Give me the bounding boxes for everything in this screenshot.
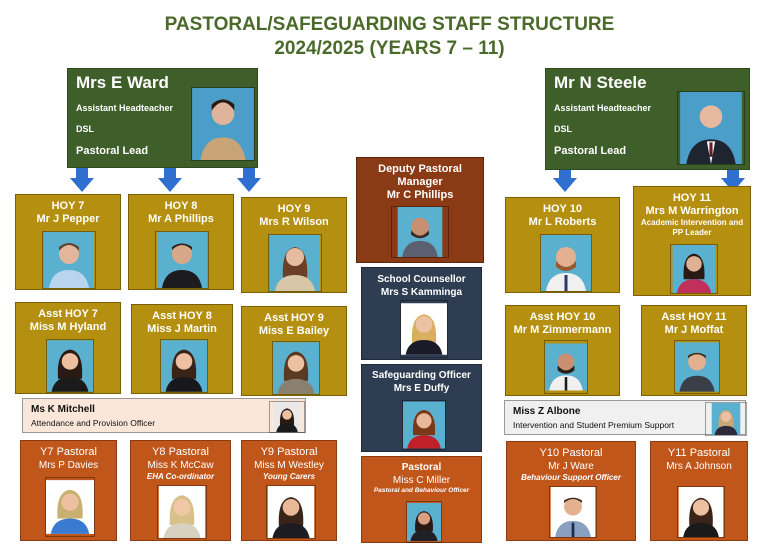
card-name: Mrs A Johnson [666, 461, 732, 472]
card-role: Intervention and Student Premium Support [513, 420, 675, 430]
counsellor-card [361, 267, 482, 360]
card-title: Y11 Pastoral [667, 447, 731, 459]
chart-title: PASTORAL/SAFEGUARDING STAFF STRUCTURE [164, 14, 615, 35]
card-role: Young Carers [262, 472, 316, 481]
lead-role: Assistant Headteacher [554, 103, 652, 113]
staff-photo [670, 244, 718, 294]
card-role: Attendance and Provision Officer [31, 418, 156, 428]
staff-photo [540, 234, 592, 292]
card-title: Y7 Pastoral [40, 446, 97, 458]
lead-role: Assistant Headteacher [76, 103, 174, 113]
card-name: Mr M Zimmermann [513, 324, 612, 336]
card-title: Asst HOY 10 [529, 311, 596, 323]
support-card-albone [504, 400, 746, 435]
staff-photo [272, 341, 320, 395]
asst-hoy-card-8 [131, 304, 233, 394]
card-name: Mr C Phillips [386, 189, 454, 201]
pastoral-card-7 [20, 440, 117, 541]
card-name: Miss M Westley [254, 460, 324, 471]
staff-photo [269, 401, 305, 433]
card-title: Y9 Pastoral [260, 446, 318, 458]
staff-photo [402, 400, 446, 450]
safeguarding-officer-card [361, 364, 482, 452]
card-title: Asst HOY 8 [152, 310, 212, 322]
card-role: EHA Co-ordinator [146, 472, 215, 481]
staff-photo [677, 91, 745, 165]
card-title: Safeguarding Officer [372, 370, 471, 381]
hoy-card-7 [15, 194, 121, 290]
card-title: HOY 11 [672, 192, 712, 204]
staff-photo [155, 231, 209, 289]
staff-photo [42, 231, 96, 289]
hoy-card-9 [241, 197, 347, 293]
hoy-card-8 [128, 194, 234, 290]
pastoral-card-10 [506, 441, 636, 541]
card-name: Mrs M Warrington [645, 205, 739, 217]
lead-card-steele [545, 68, 750, 170]
staff-photo [191, 87, 255, 161]
card-name: Miss C Miller [392, 475, 451, 486]
card-name: Miss J Martin [147, 323, 217, 335]
card-title: Asst HOY 7 [38, 308, 98, 320]
lead-role: DSL [554, 124, 572, 134]
card-title: HOY 7 [51, 200, 85, 212]
lead-name: Mrs E Ward [76, 73, 169, 92]
lead-role: Pastoral Lead [76, 145, 149, 157]
support-card-mitchell [22, 398, 306, 433]
deputy-pastoral-card [356, 157, 484, 263]
asst-hoy-card-7 [15, 302, 121, 394]
lead-name: Mr N Steele [554, 73, 647, 92]
asst-hoy-card-11 [641, 305, 747, 396]
card-name: Mr J Pepper [36, 213, 100, 225]
card-name: Mr J Ware [548, 461, 594, 472]
card-name: Mr L Roberts [528, 216, 597, 228]
staff-photo [391, 206, 449, 258]
card-title: HOY 10 [543, 203, 582, 215]
card-name: Miss M Hyland [29, 321, 107, 333]
card-role: Pastoral and Behaviour Officer [373, 487, 470, 494]
staff-photo [705, 402, 747, 436]
card-role: Behaviour Support Officer [521, 473, 621, 482]
staff-photo [674, 340, 720, 394]
staff-photo [268, 234, 322, 292]
card-title: Asst HOY 11 [661, 311, 727, 323]
card-title: HOY 9 [277, 203, 311, 215]
hoy-card-11 [633, 186, 751, 296]
card-name: Mr J Moffat [664, 324, 724, 336]
card-name: Mr A Phillips [148, 213, 214, 225]
card-title: Y10 Pastoral [539, 447, 603, 459]
card-title: HOY 8 [164, 200, 198, 212]
pastoral-card-11 [650, 441, 748, 541]
card-title: Asst HOY 9 [264, 312, 324, 324]
chart-subtitle: 2024/2025 (YEARS 7 – 11) [274, 38, 505, 59]
card-name: Miss K McCaw [147, 460, 214, 471]
lead-role: Pastoral Lead [554, 145, 627, 157]
card-name: Ms K Mitchell [31, 404, 95, 415]
hoy-card-10 [505, 197, 620, 293]
card-name: Miss E Bailey [258, 325, 330, 337]
staff-photo [157, 485, 207, 539]
staff-photo [549, 486, 597, 538]
pastoral-officer-card [361, 456, 482, 543]
card-name: Mrs S Kamminga [380, 287, 463, 298]
lead-card-ward [67, 68, 258, 168]
staff-photo [160, 339, 208, 393]
staff-photo [45, 477, 95, 537]
card-role: Academic Intervention and PP Leader [640, 218, 744, 237]
card-name: Mrs E Duffy [393, 383, 450, 394]
card-title: School Counsellor [377, 274, 466, 285]
staff-photo [46, 339, 94, 393]
asst-hoy-card-9 [241, 306, 347, 396]
staff-photo [677, 486, 725, 538]
card-title: Manager [397, 176, 443, 188]
staff-photo [400, 300, 448, 358]
pastoral-card-8 [130, 440, 231, 541]
card-title: Pastoral [401, 462, 442, 473]
staff-photo [266, 485, 316, 539]
card-title: Y8 Pastoral [152, 446, 209, 458]
staff-photo [544, 340, 588, 394]
card-name: Mrs P Davies [38, 460, 99, 471]
pastoral-card-9 [241, 440, 337, 541]
card-name: Miss Z Albone [513, 406, 581, 417]
lead-role: DSL [76, 124, 94, 134]
asst-hoy-card-10 [505, 305, 620, 396]
staff-photo [406, 501, 442, 543]
card-name: Mrs R Wilson [259, 216, 329, 228]
card-title: Deputy Pastoral [378, 163, 462, 175]
